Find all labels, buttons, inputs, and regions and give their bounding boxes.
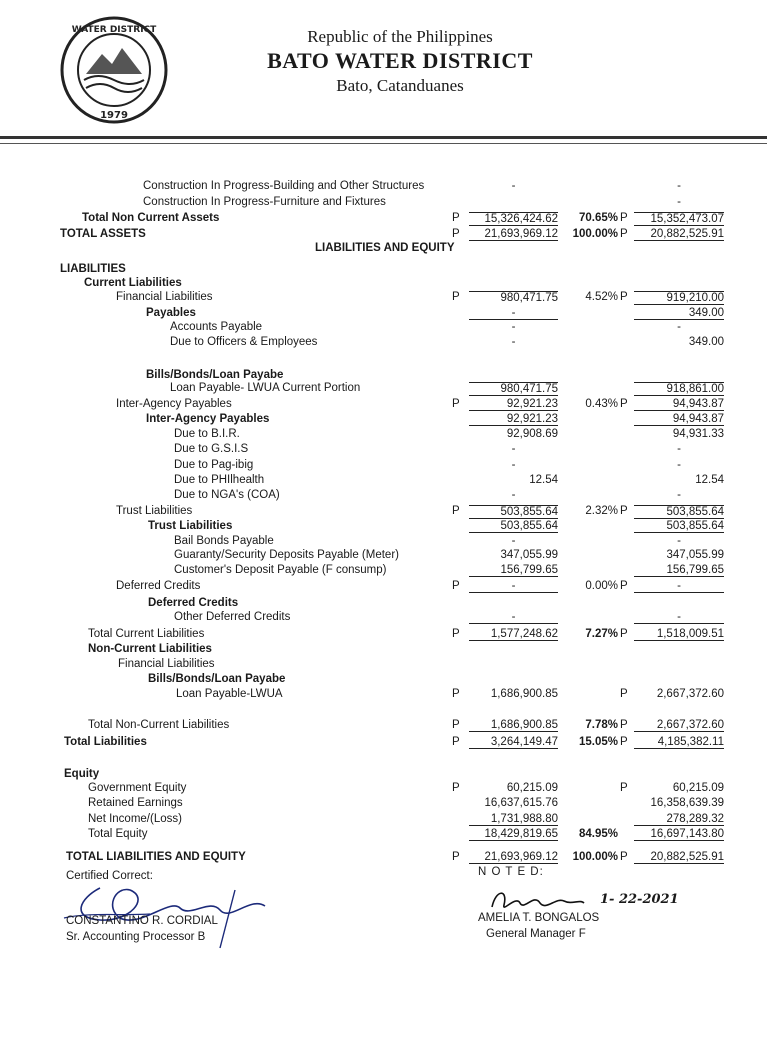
amount-current-due-pagibig: -: [511, 459, 516, 471]
currency-symbol: P: [620, 212, 628, 224]
amount-current-trust-liabilities: 503,855.64: [469, 505, 558, 519]
row-label-other-deferred: Other Deferred Credits: [174, 611, 291, 623]
currency-symbol: P: [452, 628, 460, 640]
amount-current-total-liabilities: 3,264,149.47: [469, 736, 558, 749]
row-label-net-income: Net Income/(Loss): [88, 813, 182, 825]
row-label-total-noncurrent-assets: Total Non Current Assets: [82, 212, 220, 224]
amount-current-gov-equity: 60,215.09: [506, 782, 558, 794]
row-label-accounts-payable: Accounts Payable: [170, 321, 263, 333]
currency-symbol: P: [452, 688, 460, 700]
row-label-inter-agency-sub: Inter-Agency Payables: [146, 413, 270, 425]
row-label-due-bir: Due to B.I.R.: [174, 428, 240, 440]
amount-previous-retained: 16,358,639.39: [650, 797, 724, 809]
row-label-financial-liabilities: Financial Liabilities: [116, 291, 213, 303]
row-label-deferred-credits-sub: Deferred Credits: [148, 597, 239, 609]
currency-symbol: P: [452, 719, 460, 731]
noter-title: General Manager F: [486, 928, 586, 940]
amount-previous-inter-agency: 94,943.87: [634, 398, 724, 411]
percent-deferred-credits: 0.00%: [585, 580, 618, 592]
row-label-payables: Payables: [146, 307, 196, 319]
district-seal: [58, 14, 170, 126]
amount-previous-total-liabilities: 4,185,382.11: [634, 736, 724, 749]
currency-symbol: P: [452, 228, 460, 240]
noter-date: 1- 22-2021: [600, 892, 679, 907]
amount-current-due-philhealth: 12.54: [529, 474, 558, 486]
row-label-retained: Retained Earnings: [88, 797, 183, 809]
amount-previous-net-income: 278,289.32: [634, 813, 724, 826]
row-label-customer-deposit: Customer's Deposit Payable (F consump): [174, 564, 387, 576]
amount-current-due-nga: -: [511, 489, 516, 501]
currency-symbol: P: [620, 688, 628, 700]
amount-current-total-assets: 21,693,969.12: [469, 228, 558, 241]
amount-previous-due-philhealth: 12.54: [695, 474, 724, 486]
amount-current-due-gsis: -: [511, 443, 516, 455]
currency-symbol: P: [620, 291, 628, 303]
row-label-loan-lwua-current: Loan Payable- LWUA Current Portion: [170, 382, 361, 394]
svg-text:1979: 1979: [100, 110, 128, 121]
amount-previous-loan-lwua-current: 918,861.00: [634, 382, 724, 396]
amount-current-net-income: 1,731,988.80: [469, 813, 558, 826]
row-label-nc-financial-liab: Financial Liabilities: [118, 658, 215, 670]
percent-total-noncurrent-liab: 7.78%: [585, 719, 618, 731]
republic-line: Republic of the Philippines: [307, 27, 493, 46]
percent-total-assets: 100.00%: [572, 228, 618, 240]
amount-previous-total-assets: 20,882,525.91: [634, 228, 724, 241]
header-divider-thin: [0, 143, 767, 144]
row-label-gov-equity: Government Equity: [88, 782, 187, 794]
row-label-due-nga: Due to NGA's (COA): [174, 489, 280, 501]
amount-current-loan-lwua-current: 980,471.75: [469, 382, 558, 396]
row-label-due-gsis: Due to G.S.I.S: [174, 443, 249, 455]
amount-previous-cip-building: -: [677, 180, 681, 192]
amount-current-loan-lwua: 1,686,900.85: [490, 688, 558, 700]
amount-current-due-bir: 92,908.69: [506, 428, 558, 440]
row-label-total-assets: TOTAL ASSETS: [60, 228, 146, 240]
amount-current-deferred-credits: -: [469, 580, 558, 593]
amount-previous-due-pagibig: -: [677, 459, 681, 471]
amount-previous-trust-liabilities: 503,855.64: [634, 505, 724, 519]
amount-current-retained: 16,637,615.76: [484, 797, 558, 809]
row-label-cip-building: Construction In Progress-Building and Other Structures: [143, 180, 425, 192]
row-label-total-current-liab: Total Current Liabilities: [88, 628, 205, 640]
amount-current-payables: -: [469, 307, 558, 320]
amount-previous-other-deferred: -: [634, 611, 724, 624]
amount-current-customer-deposit: 156,799.65: [469, 564, 558, 577]
percent-total-current-liab: 7.27%: [585, 628, 618, 640]
currency-symbol: P: [452, 398, 460, 410]
amount-previous-financial-liabilities: 919,210.00: [634, 291, 724, 305]
row-label-bail-bonds: Bail Bonds Payable: [174, 535, 274, 547]
row-label-inter-agency: Inter-Agency Payables: [116, 398, 232, 410]
amount-current-total-equity: 18,429,819.65: [469, 828, 558, 841]
percent-total-noncurrent-assets: 70.65%: [578, 212, 618, 224]
currency-symbol: P: [452, 851, 460, 863]
currency-symbol: P: [620, 228, 628, 240]
noted-label: N O T E D:: [478, 866, 544, 878]
certifier-title: Sr. Accounting Processor B: [66, 931, 206, 943]
amount-previous-loan-lwua: 2,667,372.60: [656, 688, 724, 700]
row-label-loan-lwua: Loan Payable-LWUA: [176, 688, 283, 700]
amount-current-total-current-liab: 1,577,248.62: [469, 628, 558, 641]
seal-icon: [58, 14, 170, 126]
header-divider: [0, 136, 767, 139]
amount-previous-payables: 349.00: [634, 307, 724, 320]
certified-label: Certified Correct:: [66, 870, 153, 882]
amount-previous-deferred-credits: -: [634, 580, 724, 593]
amount-current-cip-building: -: [511, 180, 516, 192]
currency-symbol: P: [620, 719, 628, 731]
row-label-guaranty: Guaranty/Security Deposits Payable (Meter): [174, 549, 399, 561]
currency-symbol: P: [620, 851, 628, 863]
amount-previous-bail-bonds: -: [677, 535, 681, 547]
district-name: BATO WATER DISTRICT: [267, 48, 533, 73]
currency-symbol: P: [620, 580, 628, 592]
row-label-liabilities: LIABILITIES: [60, 263, 126, 275]
amount-previous-total-liab-equity: 20,882,525.91: [634, 851, 724, 864]
amount-previous-total-noncurrent-liab: 2,667,372.60: [634, 719, 724, 732]
amount-previous-due-officers: 349.00: [688, 336, 724, 348]
currency-symbol: P: [452, 736, 460, 748]
currency-symbol: P: [620, 398, 628, 410]
row-label-total-liabilities: Total Liabilities: [64, 736, 147, 748]
amount-current-accounts-payable: -: [511, 321, 516, 333]
row-label-bills-bonds: Bills/Bonds/Loan Payabe: [146, 369, 284, 381]
percent-inter-agency: 0.43%: [585, 398, 618, 410]
row-label-due-officers: Due to Officers & Employees: [170, 336, 318, 348]
amount-current-financial-liabilities: 980,471.75: [469, 291, 558, 304]
amount-current-total-liab-equity: 21,693,969.12: [469, 851, 558, 864]
amount-current-inter-agency: 92,921.23: [469, 398, 558, 411]
currency-symbol: P: [452, 212, 460, 224]
amount-current-total-noncurrent-assets: 15,326,424.62: [469, 212, 558, 226]
currency-symbol: P: [452, 782, 460, 794]
amount-current-due-officers: -: [511, 336, 516, 348]
amount-previous-accounts-payable: -: [677, 321, 681, 333]
district-location: Bato, Catanduanes: [336, 76, 464, 95]
currency-symbol: P: [452, 580, 460, 592]
amount-previous-cip-furniture: -: [677, 196, 681, 208]
currency-symbol: P: [620, 505, 628, 517]
noter-name: AMELIA T. BONGALOS: [478, 912, 600, 924]
currency-symbol: P: [620, 736, 628, 748]
percent-trust-liabilities: 2.32%: [585, 505, 618, 517]
certifier-name: CONSTANTINO R. CORDIAL: [66, 915, 218, 927]
amount-previous-total-noncurrent-assets: 15,352,473.07: [634, 212, 724, 226]
amount-previous-trust-liabilities-sub: 503,855.64: [634, 520, 724, 533]
row-label-trust-liabilities-sub: Trust Liabilities: [148, 520, 233, 532]
amount-current-guaranty: 347,055.99: [500, 549, 558, 561]
percent-total-liab-equity: 100.00%: [572, 851, 618, 863]
amount-previous-due-gsis: -: [677, 443, 681, 455]
currency-symbol: P: [452, 291, 460, 303]
percent-financial-liabilities: 4.52%: [585, 291, 618, 303]
amount-current-total-noncurrent-liab: 1,686,900.85: [469, 719, 558, 732]
amount-previous-due-bir: 94,931.33: [672, 428, 724, 440]
svg-text:WATER DISTRICT: WATER DISTRICT: [71, 25, 157, 35]
amount-previous-gov-equity: 60,215.09: [672, 782, 724, 794]
amount-current-trust-liabilities-sub: 503,855.64: [469, 520, 558, 533]
row-label-noncurrent-liab: Non-Current Liabilities: [88, 643, 212, 655]
amount-previous-inter-agency-sub: 94,943.87: [634, 413, 724, 426]
currency-symbol: P: [620, 782, 628, 794]
row-label-cip-furniture: Construction In Progress-Furniture and Fixtures: [143, 196, 386, 208]
row-label-total-equity: Total Equity: [88, 828, 148, 840]
row-label-total-noncurrent-liab: Total Non-Current Liabilities: [88, 719, 230, 731]
row-label-deferred-credits: Deferred Credits: [116, 580, 201, 592]
currency-symbol: P: [452, 505, 460, 517]
row-label-nc-bills-bonds: Bills/Bonds/Loan Payabe: [148, 673, 286, 685]
percent-total-equity: 84.95%: [578, 828, 618, 840]
row-label-trust-liabilities: Trust Liabilities: [116, 505, 193, 517]
row-label-total-liab-equity: TOTAL LIABILITIES AND EQUITY: [66, 851, 246, 863]
amount-previous-due-nga: -: [677, 489, 681, 501]
row-label-due-philhealth: Due to PHIlhealth: [174, 474, 265, 486]
amount-previous-guaranty: 347,055.99: [666, 549, 724, 561]
amount-current-inter-agency-sub: 92,921.23: [469, 413, 558, 426]
amount-current-other-deferred: -: [469, 611, 558, 624]
section-heading: LIABILITIES AND EQUITY: [315, 242, 455, 254]
amount-previous-total-equity: 16,697,143.80: [634, 828, 724, 841]
amount-current-bail-bonds: -: [511, 535, 516, 547]
percent-total-liabilities: 15.05%: [578, 736, 618, 748]
noter-signature: [486, 885, 586, 915]
amount-previous-total-current-liab: 1,518,009.51: [634, 628, 724, 641]
amount-previous-customer-deposit: 156,799.65: [634, 564, 724, 577]
row-label-due-pagibig: Due to Pag-ibig: [174, 459, 254, 471]
row-label-current-liabilities: Current Liabilities: [84, 277, 182, 289]
currency-symbol: P: [620, 628, 628, 640]
row-label-equity: Equity: [64, 768, 100, 780]
